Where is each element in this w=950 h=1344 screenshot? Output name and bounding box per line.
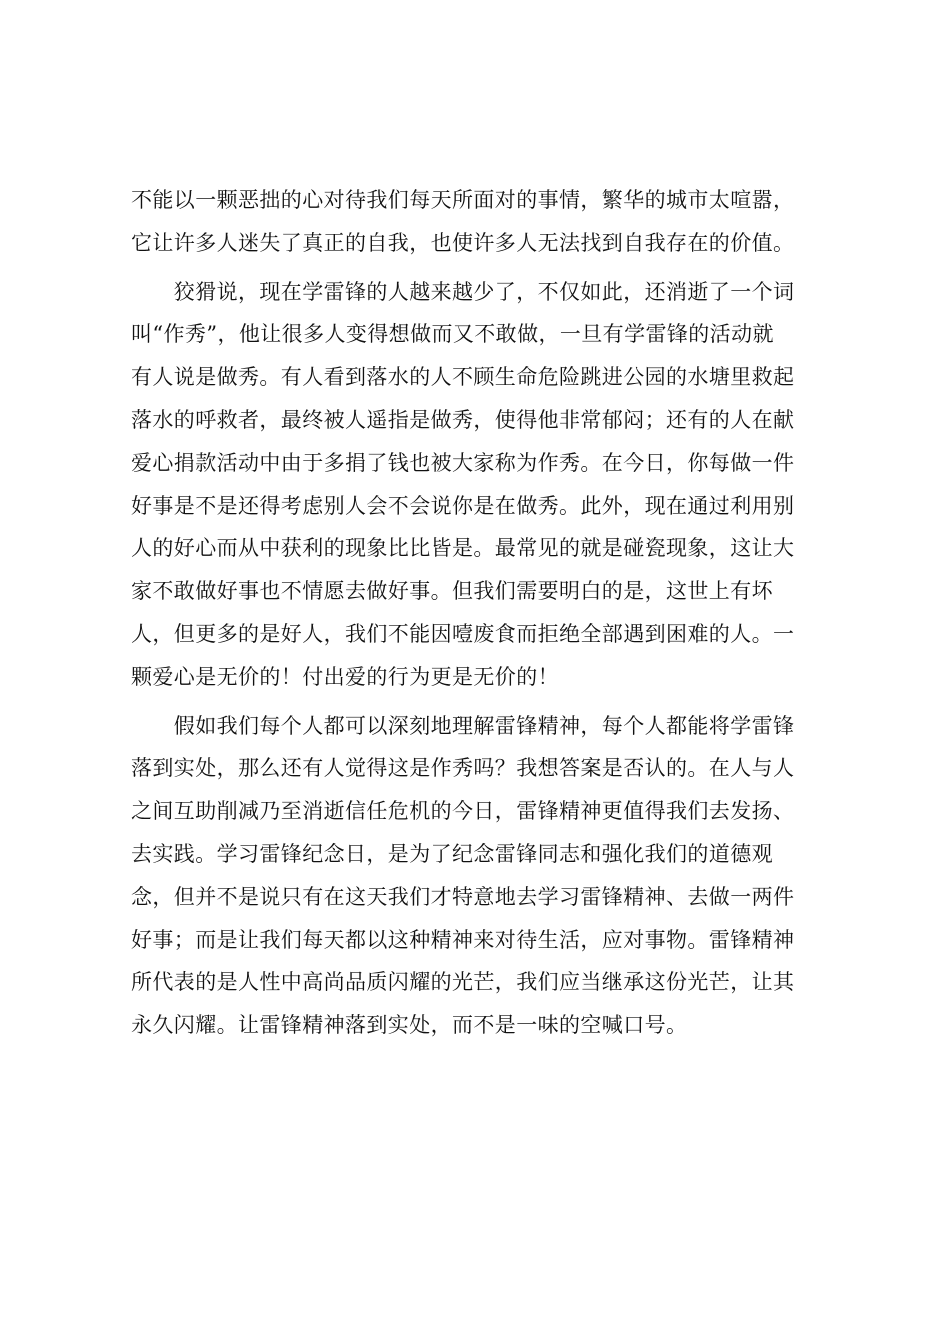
text-line: 爱心捐款活动中由于多捐了钱也被大家称为作秀。在今日，你每做一件 (131, 450, 795, 475)
text-line: 永久闪耀。让雷锋精神落到实处，而不是一味的空喊口号。 (131, 1013, 688, 1038)
text-line: 之间互助削减乃至消逝信任危机的今日，雷锋精神更值得我们去发扬、 (131, 799, 795, 824)
text-line: 颗爱心是无价的！付出爱的行为更是无价的！ (131, 664, 559, 689)
paragraph-3 (131, 705, 833, 1047)
text-line: 人，但更多的是好人，我们不能因噎废食而拒绝全部遇到困难的人。一 (131, 621, 795, 646)
document-body (131, 179, 833, 1047)
text-line: 落到实处，那么还有人觉得这是作秀吗？我想答案是否认的。在人与人 (131, 756, 795, 781)
paragraph-1 (131, 179, 833, 265)
text-line: 有人说是做秀。有人看到落水的人不顾生命危险跳进公园的水塘里救起 (131, 365, 795, 390)
text-line: 所代表的是人性中高尚品质闪耀的光芒，我们应当继承这份光芒，让其 (131, 970, 795, 995)
text-line: 叫“作秀”，他让很多人变得想做而又不敢做，一旦有学雷锋的活动就 (131, 322, 774, 347)
text-line: 念，但并不是说只有在这天我们才特意地去学习雷锋精神、去做一两件 (131, 884, 795, 909)
text-line: 落水的呼救者，最终被人遥指是做秀，使得他非常郁闷；还有的人在献 (131, 407, 795, 432)
paragraph-2 (131, 271, 833, 699)
text-line: 好事是不是还得考虑别人会不会说你是在做秀。此外，现在通过利用别 (131, 493, 795, 518)
text-line: 人的好心而从中获利的现象比比皆是。最常见的就是碰瓷现象，这让大 (131, 536, 795, 561)
text-line: 好事；而是让我们每天都以这种精神来对待生活，应对事物。雷锋精神 (131, 927, 795, 952)
text-line: 狡猾说，现在学雷锋的人越来越少了，不仅如此，还消逝了一个词 (131, 279, 795, 304)
text-line: 假如我们每个人都可以深刻地理解雷锋精神，每个人都能将学雷锋 (131, 713, 795, 738)
text-line: 不能以一颗恶拙的心对待我们每天所面对的事情，繁华的城市太喧嚣， (131, 188, 795, 212)
text-line: 去实践。学习雷锋纪念日，是为了纪念雷锋同志和强化我们的道德观 (131, 841, 773, 866)
text-line: 家不敢做好事也不情愿去做好事。但我们需要明白的是，这世上有坏 (131, 579, 773, 604)
text-line: 它让许多人迷失了真正的自我，也使许多人无法找到自我存在的价值。 (131, 230, 795, 255)
